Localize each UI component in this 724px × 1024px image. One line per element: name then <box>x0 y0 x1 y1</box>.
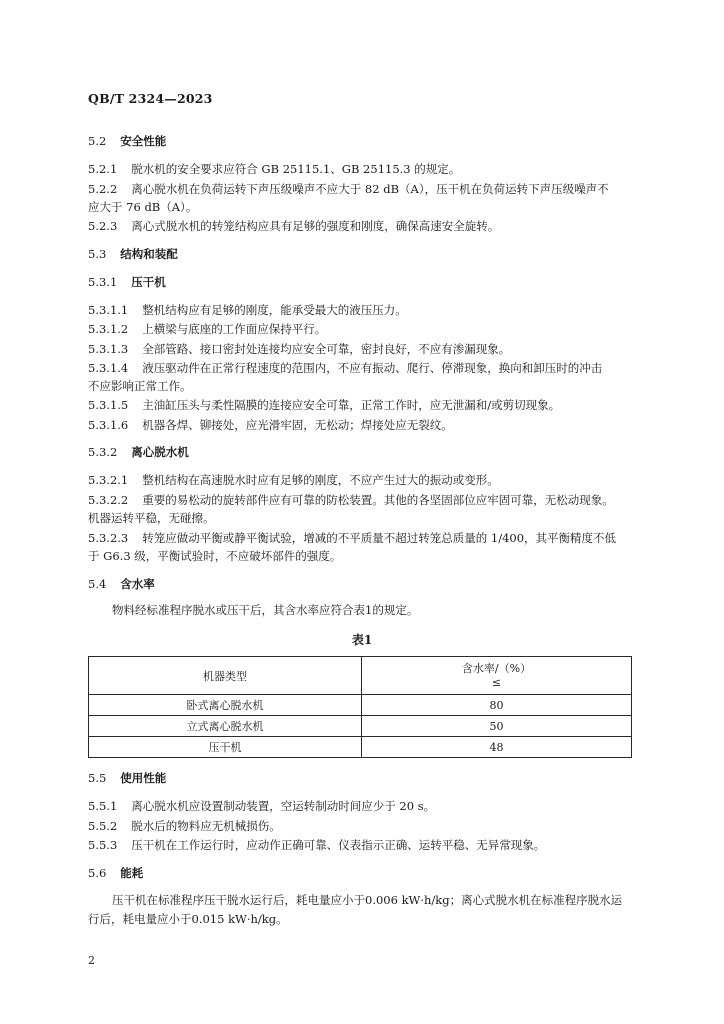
subsection-heading: 5.3.2 离心脱水机 <box>88 445 189 459</box>
table-cell: 50 <box>362 716 632 737</box>
clause: 5.5.3 压干机在工作运行时，应动作正确可靠、仪表指示正确、运转平稳、无异常现象。 <box>88 838 546 852</box>
clause-continuation: 应大于 76 dB（A）。 <box>88 200 198 214</box>
clause: 5.5.1 离心脱水机应设置制动装置，空运转制动时间应少于 20 s。 <box>88 799 436 813</box>
clause-continuation: 于 G6.3 级，平衡试验时，不应破坏部件的强度。 <box>88 549 342 563</box>
table-caption: 表1 <box>351 633 373 647</box>
header-le-symbol: ≤ <box>491 675 502 689</box>
paragraph-continuation: 行后，耗电量应小于0.015 kW·h/kg。 <box>88 912 288 926</box>
paragraph: 压干机在标准程序压干脱水运行后，耗电量应小于0.006 kW·h/kg；离心式脱水机在标准程序脱水运 <box>112 893 623 907</box>
moisture-content-table <box>88 656 632 758</box>
clause: 5.3.1.4 液压驱动件在正常行程速度的范围内，不应有振动、爬行、停滞现象，换向和卸压时的冲击 <box>88 361 603 375</box>
section-heading: 5.3 结构和装配 <box>88 247 178 261</box>
table-row <box>89 695 632 716</box>
clause: 5.2.1 脱水机的安全要求应符合 GB 25115.1、GB 25115.3 的规定。 <box>88 162 461 176</box>
subsection-heading: 5.3.1 压干机 <box>88 275 166 289</box>
clause: 5.2.3 离心式脱水机的转笼结构应具有足够的强度和刚度，确保高速安全旋转。 <box>88 219 500 233</box>
table-row <box>89 737 632 758</box>
table-header-row <box>89 657 632 695</box>
clause: 5.3.1.2 上横梁与底座的工作面应保持平行。 <box>88 322 327 336</box>
table-cell: 80 <box>362 695 632 716</box>
clause-continuation: 不应影响正常工作。 <box>88 379 192 393</box>
table-cell: 立式离心脱水机 <box>89 716 362 737</box>
clause-continuation: 机器运转平稳，无碰擦。 <box>88 511 215 525</box>
section-heading: 5.2 安全性能 <box>88 134 167 148</box>
table-row <box>89 716 632 737</box>
page-number: 2 <box>88 954 95 967</box>
paragraph: 物料经标准程序脱水或压干后，其含水率应符合表1的规定。 <box>112 603 419 617</box>
clause: 5.2.2 离心脱水机在负荷运转下声压级噪声不应大于 82 dB（A），压干机在负荷运转下声压级噪声不 <box>88 182 609 196</box>
clause: 5.3.2.2 重要的易松动的旋转部件应有可靠的防松装置。其他的各坚固部位应牢固可靠，无松动现象。 <box>88 493 614 507</box>
header-moisture-label: 含水率/（%） <box>461 661 532 675</box>
section-heading: 5.5 使用性能 <box>88 771 167 785</box>
clause: 5.3.2.1 整机结构在高速脱水时应有足够的刚度，不应产生过大的振动或变形。 <box>88 473 499 487</box>
standard-number-header: QB/T 2324—2023 <box>88 91 213 106</box>
section-heading: 5.4 含水率 <box>88 577 155 591</box>
table-cell: 卧式离心脱水机 <box>89 695 362 716</box>
clause: 5.3.1.6 机器各焊、铆接处，应光滑牢固，无松动；焊接处应无裂纹。 <box>88 418 453 432</box>
clause: 5.5.2 脱水后的物料应无机械损伤。 <box>88 819 281 833</box>
clause: 5.3.1.1 整机结构应有足够的刚度，能承受最大的液压压力。 <box>88 303 407 317</box>
table-cell: 48 <box>362 737 632 758</box>
table-cell: 压干机 <box>89 737 362 758</box>
section-heading: 5.6 能耗 <box>88 866 144 880</box>
table-header-cell <box>362 657 632 695</box>
clause: 5.3.1.5 主油缸压头与柔性隔膜的连接应安全可靠，正常工作时，应无泄漏和/或剪切现象。 <box>88 398 561 412</box>
clause: 5.3.1.3 全部管路、接口密封处连接均应安全可靠，密封良好，不应有渗漏现象。 <box>88 342 511 356</box>
table-header-cell: 机器类型 <box>89 657 362 695</box>
clause: 5.3.2.3 转笼应做动平衡或静平衡试验，增减的不平质量不超过转笼总质量的 1/400，其平衡精度不低 <box>88 531 617 545</box>
